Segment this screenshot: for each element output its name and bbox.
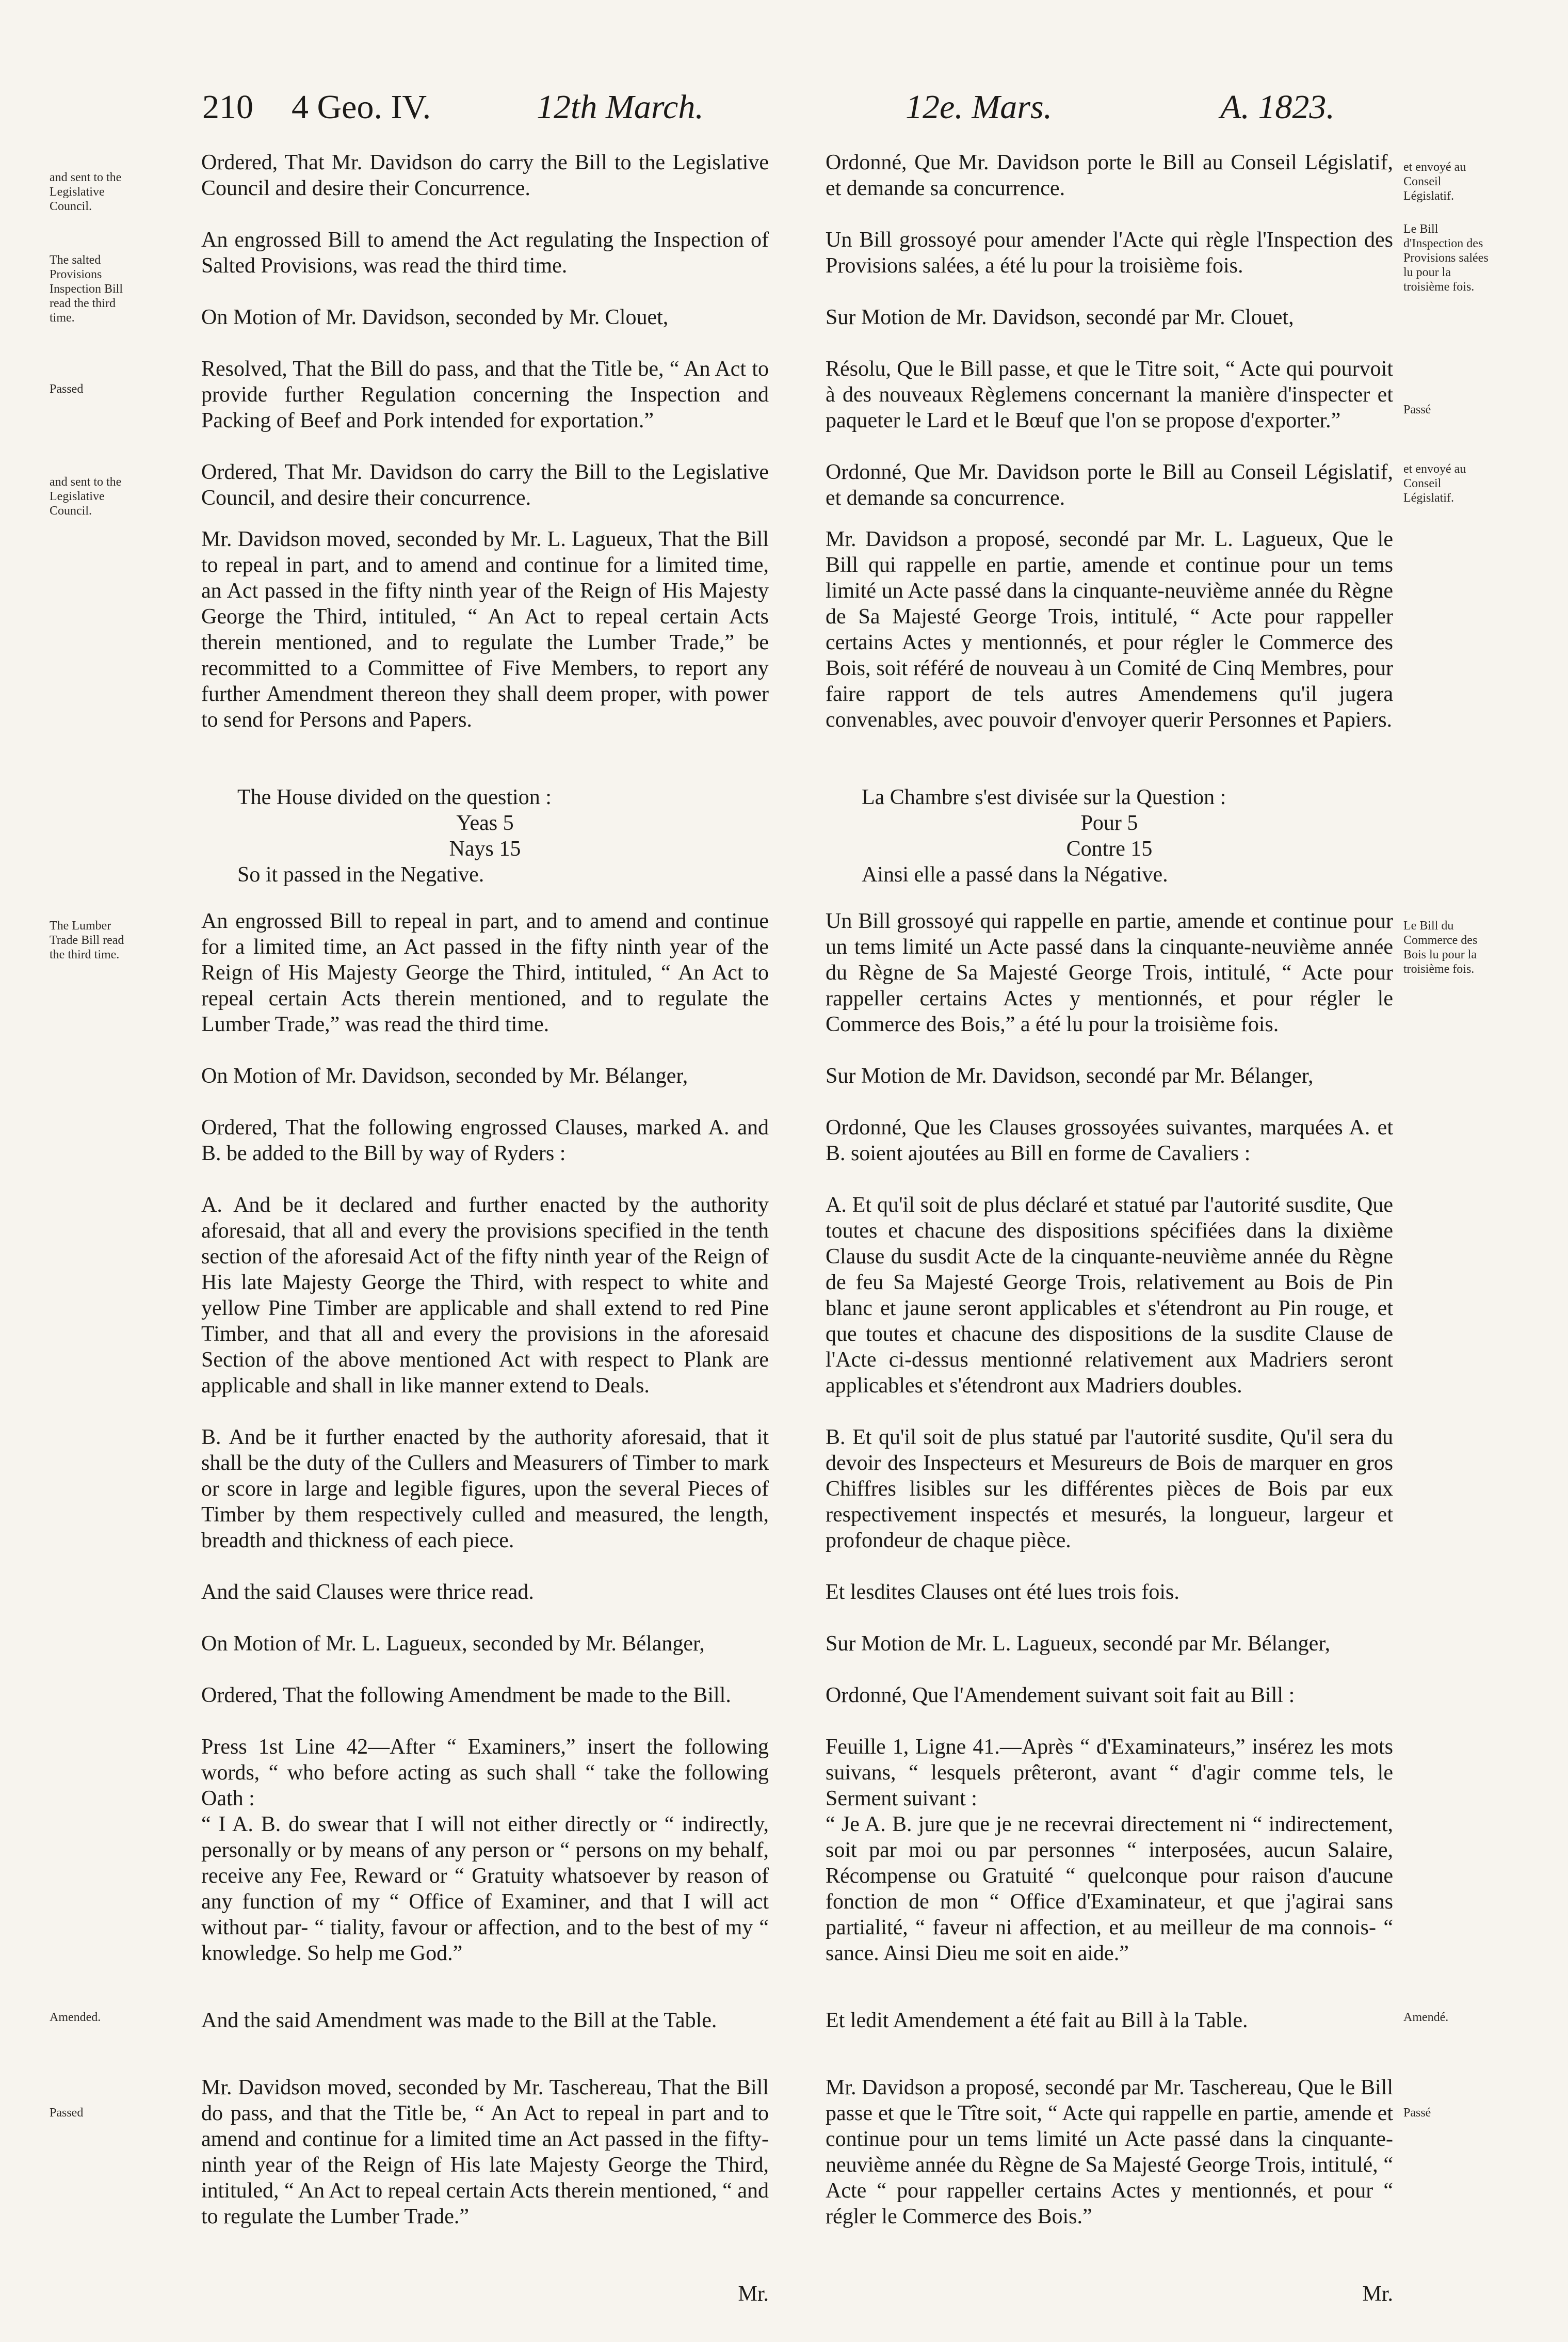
division-pour: Pour 5 [1080,811,1138,835]
margin-note-fr: et envoyé au Conseil Législatif. [1403,161,1466,203]
margin-note-en: Amended. [50,2011,101,2024]
catchword: Mr. [738,2282,769,2306]
french-paragraph: Et ledit Amendement a été fait au Bill à la Table. [826,2009,1248,2032]
english-paragraph: On Motion of Mr. Davidson, seconded by Mr. Clouet, [201,306,669,329]
french-paragraph: Sur Motion de Mr. L. Lagueux, secondé par Mr. Bélanger, [826,1632,1331,1656]
french-paragraph: Résolu, Que le Bill passe, et que le Titre soit, “ Acte qui pourvoit à des nouveaux Règlemens concernant la manière d'inspecter et paqueter le Lard et le Bœuf que l'on se propose d'exporter.” [826,357,1393,432]
division-contre: Contre 15 [1066,837,1153,861]
division-intro: La Chambre s'est divisée sur la Question : [862,785,1226,809]
division-record [826,784,1393,888]
english-paragraph: An engrossed Bill to repeal in part, and to amend and continue for a limited time, an Act passed in the fifty ninth year of the Reign of His Majesty George the Third, intituled, “ An Act to repeal certain Acts therein mentioned, and to regulate the Lumber Trade,” was read the third time. [201,909,769,1036]
division-result: So it passed in the Negative. [237,863,484,887]
clause-a: A. Et qu'il soit de plus déclaré et statué par l'autorité susdite, Que toutes et chacune des dispositions spécifiées dans la dixième Clause du susdit Acte de la cinquante-neuvième année du Règne de feu Sa Majesté George Trois, relativement au Bois de Pin blanc et jaune seront applicables et s'étendront au Pin rouge, et que toutes et chacune des dispositions de la susdite Clause de l'Acte ci-dessus mentionné relativement aux Madriers seront applicables et s'étendront aux Madriers doubles. [826,1193,1393,1398]
division-yeas: Yeas 5 [456,811,514,835]
french-paragraph: Mr. Davidson a proposé, secondé par Mr. Taschereau, Que le Bill passe et que le Tître soit, “ Acte qui rappelle en partie, amende et continue pour un tems limité un Acte passé dans la cinquante-neuvième année du Règne de Sa Majesté George Trois, intitulé, “ Acte “ pour rappeller certains Actes y mentionnés, et pour “ régler le Commerce des Bois.” [826,2076,1393,2228]
french-paragraph: Sur Motion de Mr. Davidson, secondé par Mr. Bélanger, [826,1064,1314,1088]
margin-note-en: The salted Provisions Inspection Bill read the third time. [50,253,123,325]
margin-note-fr: Le Bill d'Inspection des Provisions salées lu pour la troisième fois. [1403,222,1489,294]
division-nays: Nays 15 [449,837,521,861]
amendment-instruction: Press 1st Line 42—After “ Examiners,” insert the following words, “ who before acting as such shall “ take the following Oath : [201,1735,769,1810]
clause-b: B. And be it further enacted by the authority aforesaid, that it shall be the duty of the Cullers and Measurers of Timber to mark or score in large and legible figures, upon the several Pieces of Timber by them respectively culled and measured, the length, breadth and thickness of each piece. [201,1425,769,1552]
english-paragraph: On Motion of Mr. Davidson, seconded by Mr. Bélanger, [201,1064,688,1088]
english-paragraph: And the said Clauses were thrice read. [201,1580,534,1604]
margin-note-en: and sent to the Legislative Council. [50,475,122,518]
margin-note-fr: et envoyé au Conseil Législatif. [1403,462,1466,505]
french-paragraph: Et lesdites Clauses ont été lues trois fois. [826,1580,1179,1604]
date-english: 12th March. [537,88,704,126]
margin-note-fr: Passé [1403,403,1431,416]
margin-note-fr: Le Bill du Commerce des Bois lu pour la troisième fois. [1403,919,1478,976]
division-record [201,784,769,888]
reign-heading: 4 Geo. IV. [292,88,431,126]
catchword: Mr. [1362,2282,1393,2306]
date-french: 12e. Mars. [906,88,1053,126]
french-paragraph: Ordonné, Que Mr. Davidson porte le Bill au Conseil Législatif, et demande sa concurrence. [826,151,1393,200]
margin-note-en: Passed [50,2106,84,2120]
margin-note-en: and sent to the Legislative Council. [50,171,122,213]
french-paragraph: Un Bill grossoyé qui rappelle en partie, amende et continue pour un tems limité un Acte passé dans la cinquante-neuvième année du Règne de Sa Majesté George Trois, intitulé, “ Acte pour rappeller certains Actes y mentionnés, et pour régler le Commerce des Bois,” a été lu pour la troisième fois. [826,909,1393,1036]
english-paragraph: Ordered, That the following engrossed Clauses, marked A. and B. be added to the Bill by way of Ryders : [201,1116,769,1165]
english-paragraph: An engrossed Bill to amend the Act regulating the Inspection of Salted Provisions, was read the third time. [201,228,769,278]
french-paragraph: Ordonné, Que les Clauses grossoyées suivantes, marquées A. et B. soient ajoutées au Bill en forme de Cavaliers : [826,1116,1393,1165]
clause-b: B. Et qu'il soit de plus statué par l'autorité susdite, Qu'il sera du devoir des Inspecteurs et Mesureurs de Bois de marquer en gros Chiffres lisibles sur les différentes pièces de Bois par eux respectivement inspectés et mesurés, la longueur, largeur et profondeur de chaque pièce. [826,1425,1393,1552]
year-heading: A. 1823. [1220,88,1335,126]
division-intro: The House divided on the question : [237,785,552,809]
french-paragraph: Ordonné, Que Mr. Davidson porte le Bill au Conseil Législatif, et demande sa concurrence. [826,460,1393,510]
english-paragraph: Mr. Davidson moved, seconded by Mr. L. Lagueux, That the Bill to repeal in part, and to amend and continue for a limited time, an Act passed in the fifty ninth year of the Reign of His Majesty George the Third, intituled, “ An Act to repeal certain Acts therein mentioned, and to regulate the Lumber Trade,” be recommitted to a Committee of Five Members, to report any further Amendment thereon they shall deem proper, with power to send for Persons and Papers. [201,527,769,732]
french-paragraph: Un Bill grossoyé pour amender l'Acte qui règle l'Inspection des Provisions salées, a été lu pour la troisième fois. [826,228,1393,278]
margin-note-fr: Passé [1403,2106,1431,2120]
french-paragraph: Sur Motion de Mr. Davidson, secondé par Mr. Clouet, [826,306,1294,329]
english-paragraph: On Motion of Mr. L. Lagueux, seconded by Mr. Bélanger, [201,1632,705,1656]
french-paragraph: Mr. Davidson a proposé, secondé par Mr. L. Lagueux, Que le Bill qui rappelle en partie, amende et continue pour un tems limité un Acte passé dans la cinquante-neuvième année du Règne de Sa Majesté George Trois, intitulé, “ Acte pour rappeller certains Actes y mentionnés, et pour régler le Commerce des Bois, soit référé de nouveau à un Comité de Cinq Membres, pour faire rapport de tels autres Amendemens qu'il jugera convenables, avec pouvoir d'envoyer querir Personnes et Papiers. [826,527,1393,732]
oath-text: “ I A. B. do swear that I will not either directly or “ indirectly, personally or by means of any person or “ persons on my behalf, receive any Fee, Reward or “ Gratuity whatsoever by reason of any function of my “ Office of Examiner, and that I will act without par- “ tiality, favour or affection, and to the best of my “ knowledge. So help me God.” [201,1812,769,1965]
french-paragraph: Ordonné, Que l'Amendement suivant soit fait au Bill : [826,1683,1295,1707]
english-paragraph: Ordered, That Mr. Davidson do carry the Bill to the Legislative Council and desire their Concurrence. [201,151,769,200]
margin-note-fr: Amendé. [1403,2011,1449,2024]
oath-text: “ Je A. B. jure que je ne recevrai directement ni “ indirectement, soit par moi ou par personnes “ interposées, aucun Salaire, Récompense ou Gratuité “ quelconque pour raison d'aucune fonction de mon “ Office d'Examinateur, et que j'agirai sans partialité, “ faveur ni affection, et au meilleur de ma connois- “ sance. Ainsi Dieu me soit en aide.” [826,1812,1393,1965]
division-result: Ainsi elle a passé dans la Négative. [862,863,1168,887]
english-paragraph: Ordered, That the following Amendment be made to the Bill. [201,1683,731,1707]
clause-a: A. And be it declared and further enacted by the authority aforesaid, that all and every the provisions specified in the tenth section of the aforesaid Act of the fifty ninth year of the Reign of His late Majesty George the Third, with respect to white and yellow Pine Timber are applicable and shall extend to red Pine Timber, and that all and every the provisions in the aforesaid Section of the above mentioned Act with respect to Plank are applicable and shall in like manner extend to Deals. [201,1193,769,1398]
english-paragraph: Mr. Davidson moved, seconded by Mr. Taschereau, That the Bill do pass, and that the Title be, “ An Act to repeal in part and to amend and continue for a limited time an Act passed in the fifty-ninth year of the Reign of His late Majesty George the Third, intituled, “ An Act to repeal certain Acts therein mentioned, “ and to regulate the Lumber Trade.” [201,2076,769,2228]
amendment-instruction: Feuille 1, Ligne 41.—Après “ d'Examinateurs,” insérez les mots suivans, “ lesquels prêteront, avant “ d'agir comme tels, le Serment suivant : [826,1735,1393,1810]
english-paragraph: And the said Amendment was made to the Bill at the Table. [201,2009,717,2032]
english-paragraph: Ordered, That Mr. Davidson do carry the Bill to the Legislative Council, and desire their concurrence. [201,460,769,510]
english-paragraph: Resolved, That the Bill do pass, and that the Title be, “ An Act to provide further Regulation concerning the Inspection and Packing of Beef and Pork intended for exportation.” [201,357,769,432]
page-number: 210 [202,88,253,126]
margin-note-en: Passed [50,382,84,396]
margin-note-en: The Lumber Trade Bill read the third time. [50,919,124,961]
